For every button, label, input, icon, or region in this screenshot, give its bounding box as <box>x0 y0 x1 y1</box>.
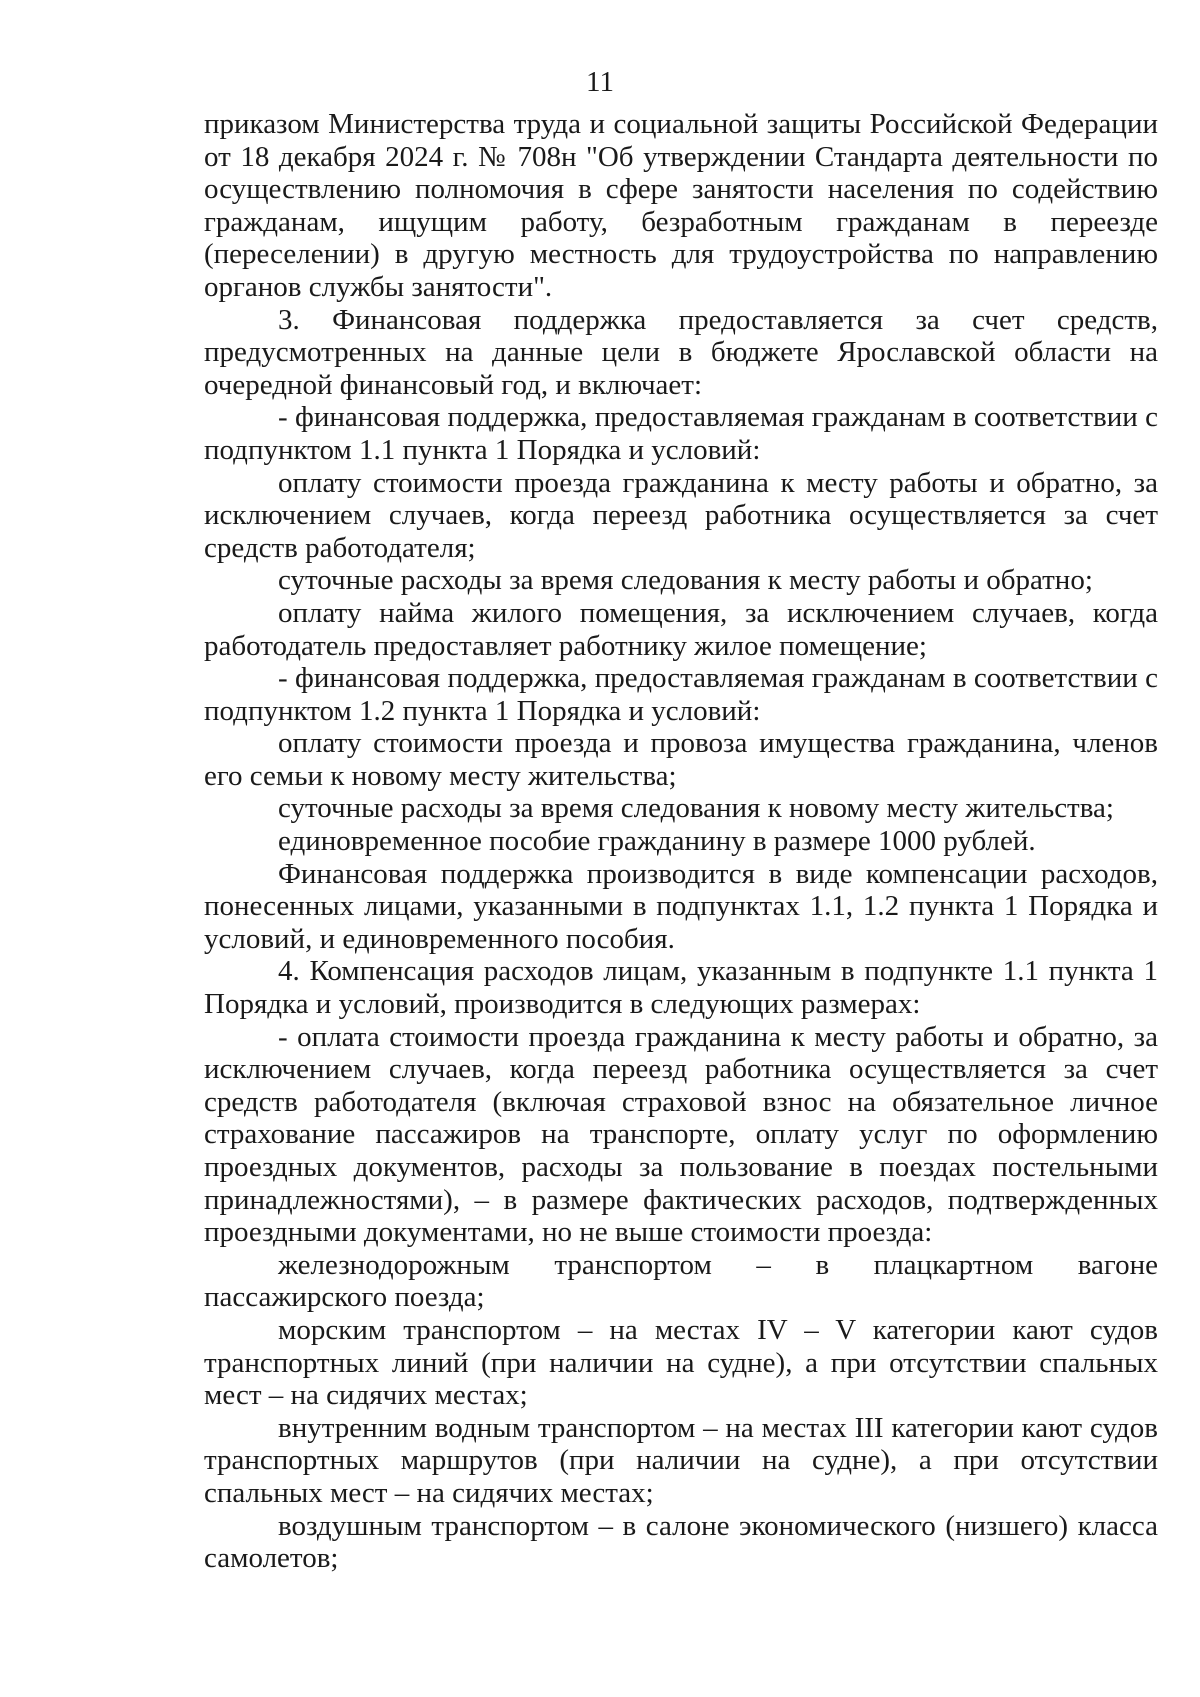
paragraph: морским транспортом – на местах IV – V категории кают судов транспортных линий (при наличии на судне), а при отсутствии спальных мест – на сидячих местах; <box>204 1313 1158 1412</box>
page-number: 11 <box>586 66 614 98</box>
paragraph: суточные расходы за время следования к новому месту жительства; <box>278 792 1114 825</box>
paragraph: железнодорожным транспортом – в плацкартном вагоне пассажирского поезда; <box>204 1248 1158 1314</box>
paragraph: - оплата стоимости проезда гражданина к месту работы и обратно, за исключением случаев, когда переезд работника осуществляется за счет средств работодателя (включая страховой взнос на обязательное личное страхование пассажиров на транспорте, оплату услуг по оформлению проездных документов, расходы за пользование в поездах постельными принадлежностями), – в размере фактических расходов, подтвержденных проездными документами, но не выше стоимости проезда: <box>204 1020 1158 1249</box>
paragraph: - финансовая поддержка, предоставляемая гражданам в соответствии с подпунктом 1.1 пункта 1 Порядка и условий: <box>204 401 1158 466</box>
paragraph: Финансовая поддержка производится в виде компенсации расходов, понесенных лицами, указанными в подпунктах 1.1, 1.2 пункта 1 Порядка и условий, и единовременного пособия. <box>204 857 1158 955</box>
paragraph: суточные расходы за время следования к месту работы и обратно; <box>278 564 1093 597</box>
paragraph: воздушным транспортом – в салоне экономического (низшего) класса самолетов; <box>204 1509 1158 1575</box>
paragraph: приказом Министерства труда и социальной защиты Российской Федерации от 18 декабря 2024 г. № 708н "Об утверждении Стандарта деятельности по осуществлению полномочия в сфере занятости населения по содействию гражданам, ищущим работу, безработным гражданам в переезде (переселении) в другую местность для трудоустройства по направлению органов службы занятости". <box>204 108 1158 303</box>
paragraph: оплату стоимости проезда и провоза имущества гражданина, членов его семьи к новому месту жительства; <box>204 727 1158 792</box>
document-body <box>204 108 1158 1575</box>
paragraph: оплату стоимости проезда гражданина к месту работы и обратно, за исключением случаев, когда переезд работника осуществляется за счет средств работодателя; <box>204 466 1158 564</box>
paragraph: 4. Компенсация расходов лицам, указанным в подпункте 1.1 пункта 1 Порядка и условий, производится в следующих размерах: <box>204 955 1158 1021</box>
paragraph: оплату найма жилого помещения, за исключением случаев, когда работодатель предоставляет работнику жилое помещение; <box>204 596 1158 662</box>
paragraph: единовременное пособие гражданину в размере 1000 рублей. <box>278 825 1036 858</box>
paragraph: внутренним водным транспортом – на местах III категории кают судов транспортных маршрутов (при наличии на судне), а при отсутствии спальных мест – на сидячих местах; <box>204 1411 1158 1509</box>
paragraph: 3. Финансовая поддержка предоставляется за счет средств, предусмотренных на данные цели в бюджете Ярославской области на очередной финансовый год, и включает: <box>204 303 1158 401</box>
paragraph: - финансовая поддержка, предоставляемая гражданам в соответствии с подпунктом 1.2 пункта 1 Порядка и условий: <box>204 662 1158 727</box>
